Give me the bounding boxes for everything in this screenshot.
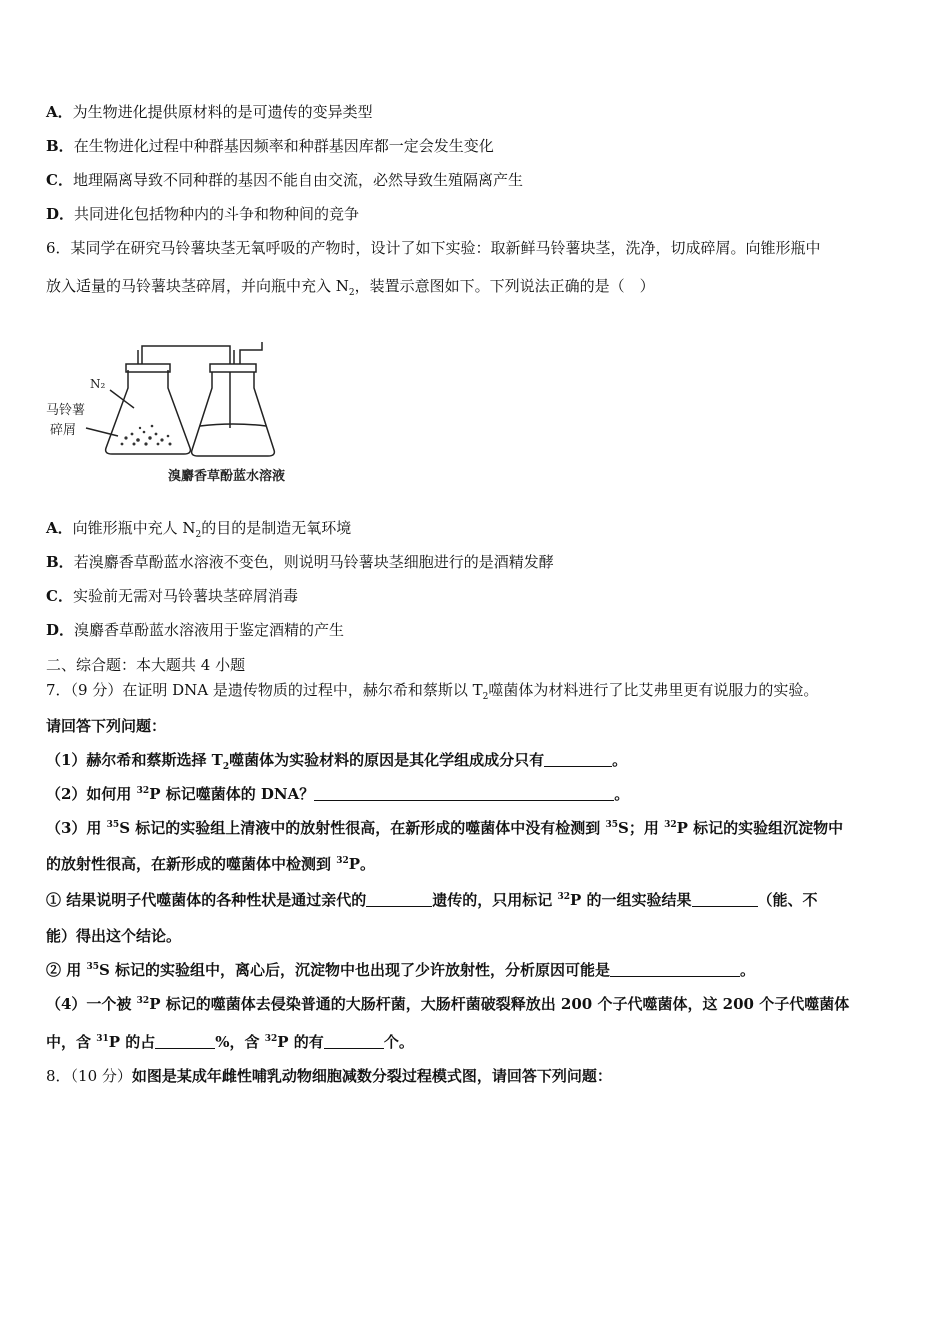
answer-blank[interactable]	[692, 892, 758, 907]
q7-part1: （1）赫尔希和蔡斯选择 $T_2$噬菌体为实验材料的原因是其化学组成成分只有 。	[46, 751, 628, 772]
q8-stem: 8．（10 分）如图是某成年雌性哺乳动物细胞减数分裂过程模式图，请回答下列问题：	[46, 1067, 612, 1085]
apparatus-figure	[46, 328, 326, 488]
q7-part3-line2: 的放射性很高，在新形成的噬菌体中检测到 $^{32}$P。	[46, 855, 376, 873]
label-potato-1: 马铃薯	[46, 403, 86, 418]
q7-part2: （2）如何用 $^{32}$P 标记噬菌体的 DNA？ 。	[46, 785, 630, 803]
liquid-surface	[200, 424, 266, 426]
answer-blank[interactable]	[314, 786, 614, 801]
label-n2: N₂	[90, 377, 106, 391]
potato-bits	[121, 425, 172, 446]
answer-blank[interactable]	[610, 962, 740, 977]
q6-option-d: D．溴麝香草酚蓝水溶液用于鉴定酒精的产生	[46, 621, 345, 639]
right-stopper	[210, 364, 256, 372]
q7-stem: 7．（9 分）在证明 DNA 是遗传物质的过程中，赫尔希和蔡斯以 $T_2$噬菌体为材料进行了比艾弗里更有说服力的实验。	[46, 681, 819, 702]
q6-option-b: B．若溴麝香草酚蓝水溶液不变色，则说明马铃薯块茎细胞进行的是酒精发酵	[46, 553, 554, 571]
label-potato-2: 碎屑	[50, 423, 77, 438]
q7-conclusion1-line1: ① 结果说明子代噬菌体的各种性状是通过亲代的 遗传的，只用标记 $^{32}$P 的一组实验结果 （能、不	[46, 891, 818, 909]
connecting-tube	[142, 346, 230, 364]
q5-option-b: B．在生物进化过程中种群基因频率和种群基因库都一定会发生变化	[46, 137, 494, 155]
answer-blank[interactable]	[544, 752, 612, 767]
q7-part3-line1: （3）用 $^{35}$S 标记的实验组上清液中的放射性很高，在新形成的噬菌体中没有检测到 $^{35}$S；用 $^{32}$P 标记的实验组沉淀物中	[46, 819, 844, 837]
q6-option-c: C．实验前无需对马铃薯块茎碎屑消毒	[46, 587, 298, 605]
answer-blank[interactable]	[324, 1034, 384, 1049]
left-stopper	[126, 364, 170, 372]
q5-option-d: D．共同进化包括物种内的斗争和物种间的竞争	[46, 205, 360, 223]
left-flask	[106, 370, 191, 454]
answer-blank[interactable]	[155, 1034, 215, 1049]
q5-option-c: C．地理隔离导致不同种群的基因不能自由交流，必然导致生殖隔离产生	[46, 171, 523, 189]
q7-prompt: 请回答下列问题：	[46, 717, 167, 735]
apparatus-drawing	[46, 328, 326, 488]
q6-stem-line1: 6．某同学在研究马铃薯块茎无氧呼吸的产物时，设计了如下实验：取新鲜马铃薯块茎，洗净，切成碎屑。向锥形瓶中	[46, 239, 821, 257]
q6-option-a: A．向锥形瓶中充人 $N_2$的目的是制造无氧环境	[46, 519, 352, 540]
q7-conclusion2: ② 用 $^{35}$S 标记的实验组中，离心后，沉淀物中也出现了少许放射性，分析原因可能是 。	[46, 961, 756, 979]
q7-conclusion1-line2: 能）得出这个结论。	[46, 927, 182, 945]
right-flask	[192, 372, 275, 456]
figure-caption: 溴麝香草酚蓝水溶液	[168, 469, 286, 484]
q5-option-a: A．为生物进化提供原材料的是可遗传的变异类型	[46, 103, 373, 121]
answer-blank[interactable]	[366, 892, 432, 907]
q6-stem-line2: 放入适量的马铃薯块茎碎屑，并向瓶中充入 $N_2$，装置示意图如下。下列说法正确的是（ ）	[46, 277, 655, 298]
q7-part4-line1: （4）一个被 $^{32}$P 标记的噬菌体去侵染普通的大肠杆菌，大肠杆菌破裂释放出 200 个子代噬菌体，这 200 个子代噬菌体	[46, 995, 850, 1013]
section-heading: 二、综合题：本大题共 4 小题	[46, 656, 246, 674]
q7-part4-line2: 中，含 $^{31}$P 的占 %，含 $^{32}$P 的有 个。	[46, 1033, 414, 1051]
